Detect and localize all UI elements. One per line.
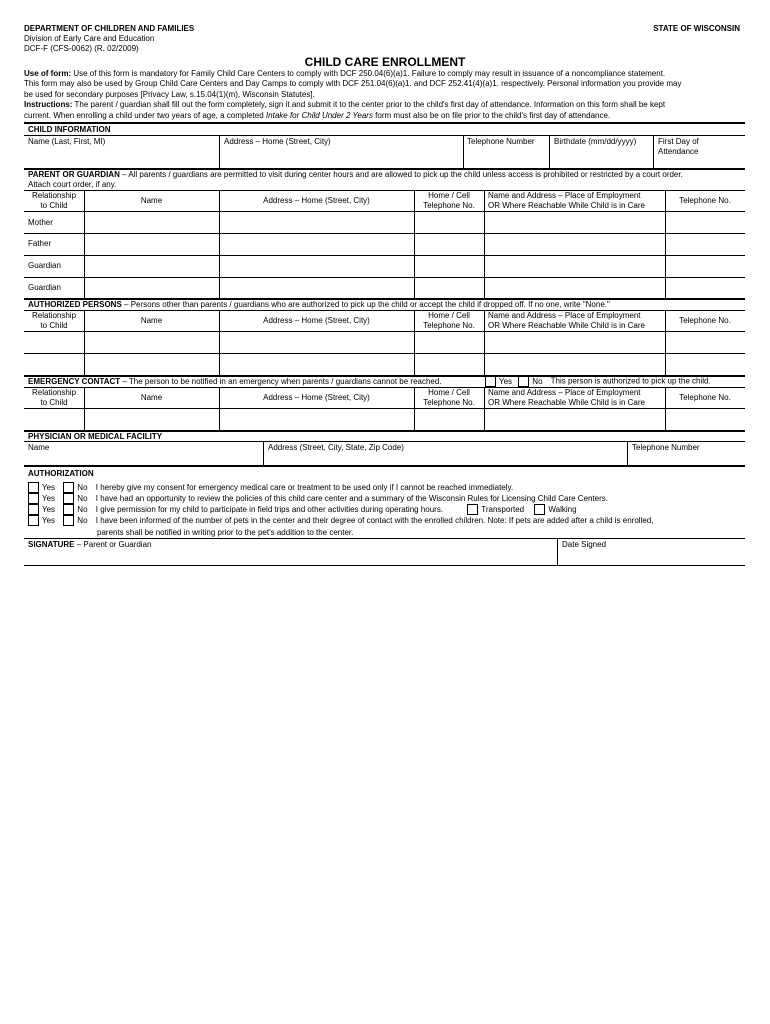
division-name: Division of Early Care and Education bbox=[24, 34, 155, 43]
auth-telephone-col-header: Telephone No. bbox=[679, 316, 731, 325]
instructions-text-2a: current. When enrolling a child under two years of age, a completed bbox=[24, 110, 266, 120]
intro-text bbox=[24, 69, 744, 121]
em-address-col-header: Address – Home (Street, City) bbox=[263, 393, 370, 402]
use-text-3: be used for secondary purposes [Privacy Law, s.15.04(1)(m), Wisconsin Statutes]. bbox=[24, 89, 315, 99]
em-home-phone-line-2: Telephone No. bbox=[423, 398, 475, 407]
walking-label: Walking bbox=[548, 505, 577, 514]
auth3-yes-label: Yes bbox=[42, 505, 56, 514]
em-name-col-header: Name bbox=[140, 393, 163, 402]
child-name-label: Name (Last, First, MI) bbox=[28, 137, 106, 146]
instructions-label: Instructions: bbox=[24, 100, 73, 110]
emergency-section-intro bbox=[28, 377, 442, 387]
walking-checkbox[interactable] bbox=[534, 504, 545, 515]
auth4-yes-checkbox[interactable] bbox=[28, 515, 39, 526]
signature-label bbox=[28, 540, 151, 550]
use-text-1: Use of this form is mandatory for Family Child Care Centers to comply with DCF 250.04(6)(a)1. Failure to comply may result in issuance of a noncompliance statement. bbox=[73, 69, 666, 78]
row-label-mother: Mother bbox=[28, 218, 53, 227]
em-relationship-line-2: to Child bbox=[40, 398, 68, 407]
date-signed-field[interactable] bbox=[562, 550, 742, 564]
auth4-no-checkbox[interactable] bbox=[63, 515, 74, 526]
use-text-2: This form may also be used by Group Child Care Centers and Day Camps to comply with DCF 251.04(6)(a)1. and DCF 252.41(4)(a)1. respectively. Personal information you provide may bbox=[24, 79, 682, 89]
instructions-text-2c: form must also be on file prior to the child's first day of attendance. bbox=[372, 110, 611, 120]
parent-heading: PARENT OR GUARDIAN bbox=[28, 170, 120, 179]
signature-field[interactable] bbox=[28, 550, 548, 564]
auth1-text: I hereby give my consent for emergency medical care or treatment to be used only if I cannot be reached immediately. bbox=[95, 483, 514, 492]
transported-label: Transported bbox=[481, 505, 525, 514]
employment-col-header bbox=[488, 191, 645, 211]
emergency-no-label: No bbox=[532, 376, 543, 386]
row-label-guardian-2: Guardian bbox=[28, 283, 61, 292]
signature-label-rest: – Parent or Guardian bbox=[74, 540, 152, 549]
parent-section-intro bbox=[28, 170, 743, 190]
authorization-row-4 bbox=[28, 515, 653, 526]
first-day-label bbox=[658, 137, 699, 157]
auth3-no-checkbox[interactable] bbox=[63, 504, 74, 515]
auth2-yes-checkbox[interactable] bbox=[28, 493, 39, 504]
auth-employment-col-header bbox=[488, 311, 645, 331]
home-phone-col-header bbox=[414, 191, 484, 211]
em-home-phone-col-header bbox=[414, 388, 484, 408]
relationship-col-header bbox=[24, 191, 84, 211]
use-label: Use of form: bbox=[24, 69, 72, 78]
physician-heading: PHYSICIAN OR MEDICAL FACILITY bbox=[28, 432, 163, 441]
auth3-text: I give permission for my child to participate in field trips and other activities during operating hours. bbox=[95, 505, 444, 514]
auth-relationship-line-2: to Child bbox=[40, 321, 68, 330]
em-relationship-line-1: Relationship bbox=[31, 388, 77, 397]
child-phone-field[interactable] bbox=[467, 148, 545, 166]
form-id: DCF-F (CFS-0062) (R. 02/2009) bbox=[24, 44, 139, 53]
child-info-heading: CHILD INFORMATION bbox=[28, 125, 111, 134]
home-phone-line-1: Home / Cell bbox=[428, 191, 470, 200]
relationship-line-1: Relationship bbox=[31, 191, 77, 200]
auth2-text: I have had an opportunity to review the policies of this child care center and a summary of the Wisconsin Rules for Licensing Child Care Centers. bbox=[95, 494, 609, 503]
auth1-yes-checkbox[interactable] bbox=[28, 482, 39, 493]
parent-text-1: – All parents / guardians are permitted to visit during center hours and are allowed to pick up the child unless access is prohibited or restricted by a court order. bbox=[119, 170, 683, 179]
parent-text-2: Attach court order, if any. bbox=[28, 180, 117, 189]
page-title: CHILD CARE ENROLLMENT bbox=[304, 55, 466, 69]
child-address-label: Address – Home (Street, City) bbox=[224, 137, 331, 146]
row-label-guardian-1: Guardian bbox=[28, 261, 61, 270]
em-telephone-col-header: Telephone No. bbox=[679, 393, 731, 402]
authorization-row-3 bbox=[28, 504, 577, 515]
auth1-yes-label: Yes bbox=[42, 483, 56, 492]
auth4-text: I have been informed of the number of pets in the center and their degree of contact with the enrolled children. Note: If pets are added after a child is enrolled, bbox=[95, 516, 654, 525]
auth-home-phone-line-1: Home / Cell bbox=[428, 311, 470, 320]
auth-address-col-header: Address – Home (Street, City) bbox=[263, 316, 370, 325]
physician-phone-label: Telephone Number bbox=[632, 443, 700, 452]
state-name: STATE OF WISCONSIN bbox=[653, 24, 740, 33]
auth4-yes-label: Yes bbox=[42, 516, 56, 525]
authorization-heading: AUTHORIZATION bbox=[28, 469, 94, 478]
auth-employment-line-1: Name and Address – Place of Employment bbox=[488, 311, 641, 320]
auth1-no-checkbox[interactable] bbox=[63, 482, 74, 493]
name-col-header: Name bbox=[140, 196, 163, 205]
em-employment-col-header bbox=[488, 388, 645, 408]
em-employment-line-1: Name and Address – Place of Employment bbox=[488, 388, 641, 397]
em-relationship-col-header bbox=[24, 388, 84, 408]
form-header bbox=[24, 24, 194, 54]
auth-relationship-col-header bbox=[24, 311, 84, 331]
child-birthdate-field[interactable] bbox=[554, 148, 649, 166]
authorized-section-intro bbox=[28, 300, 610, 310]
child-address-field[interactable] bbox=[224, 148, 459, 166]
emergency-yes-checkbox[interactable] bbox=[485, 376, 496, 387]
first-day-field[interactable] bbox=[658, 158, 743, 167]
date-signed-label: Date Signed bbox=[562, 540, 607, 549]
emergency-no-checkbox[interactable] bbox=[518, 376, 529, 387]
emergency-text: – The person to be notified in an emergency when parents / guardians cannot be reached. bbox=[120, 377, 442, 386]
auth4-text-continued: parents shall be notified in writing prior to the pet's addition to the center. bbox=[97, 528, 354, 537]
physician-address-label: Address (Street, City, State, Zip Code) bbox=[268, 443, 404, 452]
auth-relationship-line-1: Relationship bbox=[31, 311, 77, 320]
intake-form-name: Intake for Child Under 2 Years bbox=[265, 110, 373, 120]
home-phone-line-2: Telephone No. bbox=[423, 201, 475, 210]
em-employment-line-2: OR Where Reachable While Child is in Care bbox=[488, 398, 645, 407]
authorized-text: – Persons other than parents / guardians who are authorized to pick up the child or accept the child if dropped off. If no one, write "None." bbox=[121, 300, 610, 309]
telephone-col-header: Telephone No. bbox=[679, 196, 731, 205]
child-name-field[interactable] bbox=[28, 148, 213, 166]
department-name: DEPARTMENT OF CHILDREN AND FAMILIES bbox=[24, 24, 195, 33]
child-birthdate-label: Birthdate (mm/dd/yyyy) bbox=[554, 137, 637, 146]
auth2-no-checkbox[interactable] bbox=[63, 493, 74, 504]
relationship-line-2: to Child bbox=[40, 201, 68, 210]
authorization-row-2 bbox=[28, 493, 608, 504]
row-label-father: Father bbox=[28, 239, 52, 248]
auth2-no-label: No bbox=[77, 494, 88, 503]
employment-line-2: OR Where Reachable While Child is in Care bbox=[488, 201, 645, 210]
auth2-yes-label: Yes bbox=[42, 494, 56, 503]
auth-home-phone-col-header bbox=[414, 311, 484, 331]
address-col-header: Address – Home (Street, City) bbox=[263, 196, 370, 205]
auth4-no-label: No bbox=[77, 516, 88, 525]
auth-employment-line-2: OR Where Reachable While Child is in Care bbox=[488, 321, 645, 330]
first-day-line-1: First Day of bbox=[658, 137, 699, 146]
employment-line-1: Name and Address – Place of Employment bbox=[488, 191, 641, 200]
child-phone-label: Telephone Number bbox=[467, 137, 535, 146]
em-home-phone-line-1: Home / Cell bbox=[428, 388, 470, 397]
instructions-text-1: The parent / guardian shall fill out the form completely, sign it and submit it to the center prior to the child's first day of attendance. Information on this form shall be kept bbox=[74, 100, 666, 110]
physician-name-label: Name bbox=[28, 443, 50, 452]
authorization-row-1 bbox=[28, 482, 513, 493]
auth3-no-label: No bbox=[77, 505, 88, 514]
auth3-yes-checkbox[interactable] bbox=[28, 504, 39, 515]
auth1-no-label: No bbox=[77, 483, 88, 492]
emergency-authorized-text: This person is authorized to pick up the child. bbox=[550, 376, 711, 386]
emergency-authorized-options bbox=[485, 376, 711, 387]
emergency-heading: EMERGENCY CONTACT bbox=[28, 377, 121, 386]
transported-checkbox[interactable] bbox=[467, 504, 478, 515]
auth-name-col-header: Name bbox=[140, 316, 163, 325]
first-day-line-2: Attendance bbox=[658, 147, 699, 156]
signature-heading: SIGNATURE bbox=[28, 540, 75, 549]
authorized-heading: AUTHORIZED PERSONS bbox=[28, 300, 122, 309]
emergency-yes-label: Yes bbox=[499, 376, 513, 386]
auth-home-phone-line-2: Telephone No. bbox=[423, 321, 475, 330]
